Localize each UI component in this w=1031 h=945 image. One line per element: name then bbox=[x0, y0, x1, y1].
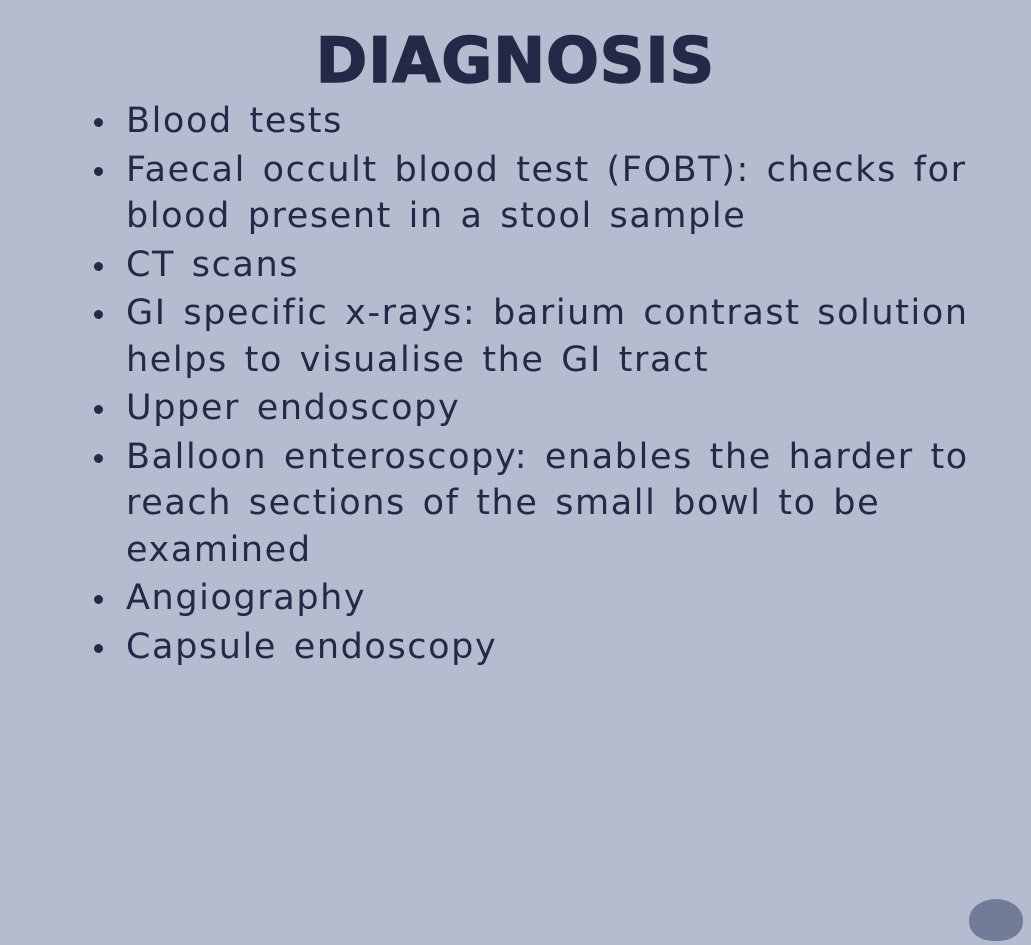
list-item: Capsule endoscopy bbox=[86, 624, 1007, 671]
list-item: GI specific x-rays: barium contrast solution helps to visualise the GI tract bbox=[86, 290, 1007, 383]
page-title: DIAGNOSIS bbox=[315, 24, 716, 97]
list-item: Angiography bbox=[86, 575, 1007, 622]
list-item: CT scans bbox=[86, 242, 1007, 289]
list-item: Faecal occult blood test (FOBT): checks for blood present in a stool sample bbox=[86, 147, 1007, 240]
list-item: Balloon enteroscopy: enables the harder to reach sections of the small bowl to be examined bbox=[86, 434, 1007, 574]
scroll-indicator-dot bbox=[969, 899, 1023, 941]
list-item: Upper endoscopy bbox=[86, 385, 1007, 432]
list-item: Blood tests bbox=[86, 98, 1007, 145]
diagnosis-bullet-list bbox=[0, 98, 1031, 671]
